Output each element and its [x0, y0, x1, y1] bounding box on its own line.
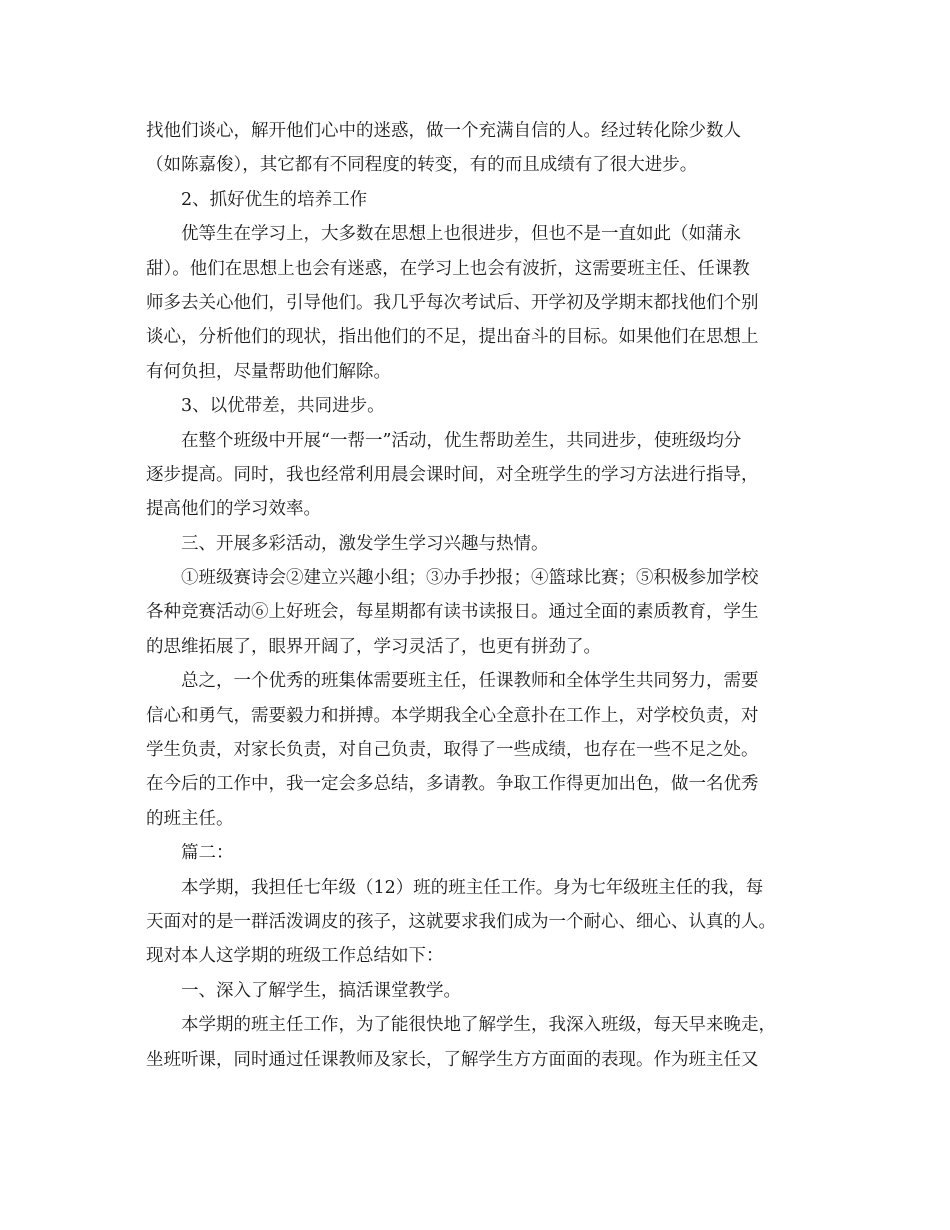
text-line: ①班级赛诗会②建立兴趣小组；③办手抄报；④篮球比赛；⑤积极参加学校 [181, 568, 759, 589]
text-line: 本学期，我担任七年级（12）班的班主任工作。身为七年级班主任的我，每 [181, 877, 764, 898]
text-line: 信心和勇气，需要毅力和拼搏。本学期我全心全意扑在工作上，对学校负责，对 [146, 705, 759, 726]
text-line: 的思维拓展了，眼界开阔了，学习灵活了，也更有拼劲了。 [146, 636, 601, 657]
text-line: 谈心，分析他们的现状，指出他们的不足，提出奋斗的目标。如果他们在思想上 [146, 327, 759, 348]
text-line: 现对本人这学期的班级工作总结如下： [146, 946, 444, 967]
section-heading: 一、深入了解学生，搞活课堂教学。 [181, 980, 461, 1001]
document-body [146, 114, 816, 1077]
text-line: 天面对的是一群活泼调皮的孩子，这就要求我们成为一个耐心、细心、认真的人。 [146, 911, 776, 932]
text-line: 有何负担，尽量帮助他们解除。 [146, 361, 391, 382]
text-line: 在整个班级中开展“一帮一”活动，优生帮助差生，共同进步，使班级均分 [181, 430, 742, 451]
text-line: 总之，一个优秀的班集体需要班主任，任课教师和全体学生共同努力，需要 [181, 671, 759, 692]
section-heading: 三、开展多彩活动，激发学生学习兴趣与热情。 [181, 533, 549, 554]
text-line: 本学期的班主任工作，为了能很快地了解学生，我深入班级，每天早来晚走， [181, 1015, 776, 1036]
text-line: （如陈嘉俊），其它都有不同程度的转变，有的而且成绩有了很大进步。 [146, 155, 698, 176]
text-line: 逐步提高。同时，我也经常利用晨会课时间，对全班学生的学习方法进行指导， [146, 464, 759, 485]
section-heading: 3、以优带差，共同进步。 [181, 396, 385, 417]
text-line: 优等生在学习上，大多数在思想上也很进步，但也不是一直如此（如蒲永 [181, 224, 741, 245]
text-line: 学生负责，对家长负责，对自己负责，取得了一些成绩，也存在一些不足之处。 [146, 740, 759, 761]
text-line: 的班主任。 [146, 808, 234, 829]
text-line: 甜）。他们在思想上也会有迷惑，在学习上也会有波折，这需要班主任、任课教 [146, 258, 750, 279]
text-line: 提高他们的学习效率。 [146, 499, 321, 520]
section-heading: 2、抓好优生的培养工作 [181, 189, 368, 210]
text-line: 各种竞赛活动⑥上好班会，每星期都有读书读报日。通过全面的素质教育，学生 [146, 602, 759, 623]
text-line: 在今后的工作中，我一定会多总结，多请教。争取工作得更加出色，做一名优秀 [146, 774, 759, 795]
text-line: 师多去关心他们，引导他们。我几乎每次考试后、开学初及学期末都找他们个别 [146, 292, 759, 313]
text-line: 坐班听课，同时通过任课教师及家长，了解学生方方面面的表现。作为班主任又 [146, 1049, 759, 1070]
text-line: 找他们谈心，解开他们心中的迷惑，做一个充满自信的人。经过转化除少数人 [146, 121, 741, 141]
section-heading: 篇二： [181, 843, 234, 864]
